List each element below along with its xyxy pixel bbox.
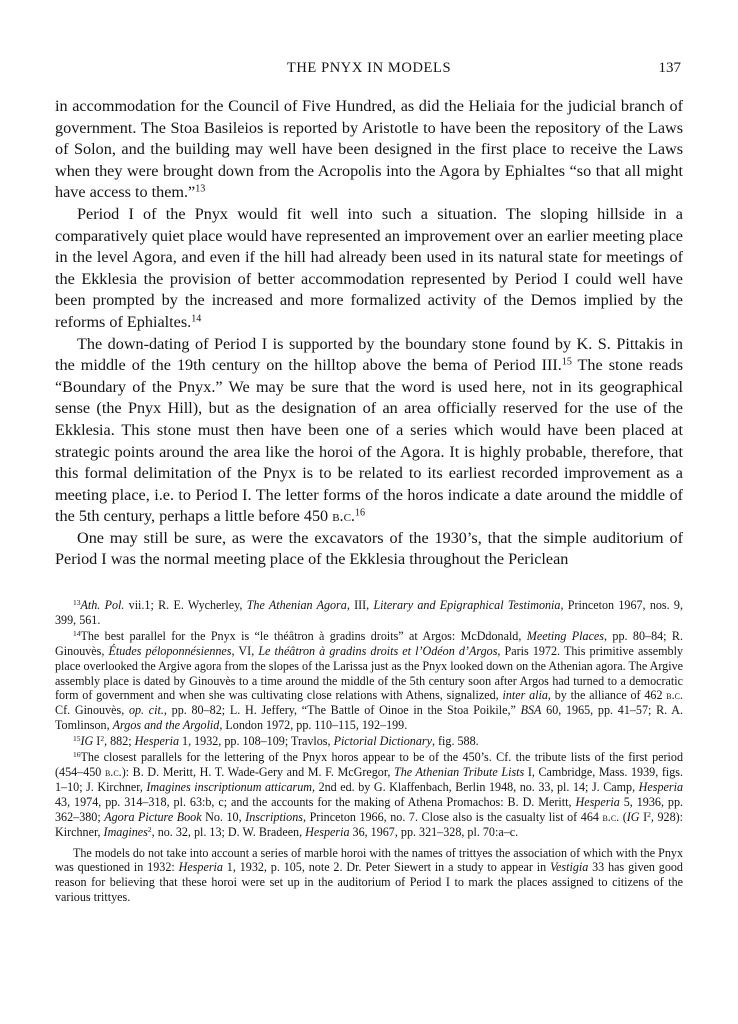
- era-abbrev: b.c.: [666, 688, 683, 703]
- footnote-text: , Princeton 1967, nos. 9, 399, 561.: [55, 598, 683, 627]
- footnote-text: , VI,: [231, 643, 259, 658]
- running-title: THE PNYX IN MODELS: [286, 60, 452, 76]
- footnote-text: No. 10,: [201, 809, 246, 824]
- citation-title: Meeting Places: [526, 628, 605, 643]
- citation-title: Imagines: [103, 824, 148, 839]
- superscript: 2: [147, 824, 152, 834]
- footnote-ref-13: 13: [195, 183, 206, 195]
- citation-title: Hesperia: [638, 779, 683, 794]
- citation-title: Hesperia: [575, 794, 620, 809]
- citation-title: Le théâtron à gradins droits et l’Odéon d’Argos: [258, 643, 498, 658]
- footnote-number: 14: [73, 628, 81, 638]
- footnote-text: , London 1972, pp. 110–115, 192–199.: [219, 718, 408, 733]
- citation-title: Ath. Pol.: [80, 598, 125, 612]
- footnote-text: , no. 32, pl. 13; D. W. Bradeen,: [151, 824, 306, 839]
- paragraph-3-text-b: The stone reads “Boundary of the Pnyx.” We may be sure that the word is used here, not in its geographical sense (the Pnyx Hill), but as the designation of an area officially reserved for the use of the Ekklesia. This stone must then have been one of a series which would have been placed at strategic points around the area like the horoi of the Agora. It is highly probable, therefore, that this formal delimitation of the Pnyx is to be related to its earliest recorded improvement as a meeting place, i.e. to Period I. The letter forms of the horos indicate a date around the middle of the 5th century, perhaps a little before 450: [55, 356, 683, 526]
- page-header: [55, 58, 683, 82]
- citation-title: Literary and Epigraphical Testimonia: [373, 598, 561, 612]
- footnote-unnumbered: [55, 846, 683, 906]
- footnote-text: I: [93, 734, 101, 749]
- footnote-text: (: [619, 809, 627, 824]
- footnote-text: 60, 1965, pp. 41–57; R. A. Tomlinson,: [55, 703, 683, 733]
- era-abbrev: b.c.: [602, 809, 620, 824]
- era-abbrev: b.c.: [332, 507, 355, 526]
- footnote-text: Cf. Ginouvès,: [55, 703, 129, 718]
- footnote-text: I, Cambridge, Mass. 1939, figs. 1–10; J. Kirchner,: [55, 764, 683, 794]
- footnote-text: , fig. 588.: [431, 734, 479, 749]
- footnote-text: 36, 1967, pp. 321–328, pl. 70:a–c.: [349, 824, 519, 839]
- citation-title: Études péloponnésiennes: [108, 643, 232, 658]
- citation-title: The Athenian Tribute Lists: [394, 764, 525, 779]
- paragraph-4-text: One may still be sure, as were the excavators of the 1930’s, that the simple auditorium of Period I was the normal meeting place of the Ekklesia throughout the Periclean: [55, 528, 683, 569]
- footnote-13: [55, 598, 683, 628]
- footnote-number: 15: [73, 734, 81, 744]
- footnote-text: 33 has given good reason for believing that these horoi were set up in the auditorium of Period I to mark the places assigned to citizens of the various trittyes.: [55, 860, 683, 905]
- superscript: 2: [100, 734, 105, 744]
- citation-title: op. cit.: [128, 703, 164, 718]
- footnote-text: The closest parallels for the lettering of the Pnyx horos appear to be of the 450’s. Cf. the tribute lists of the first period (454–450: [55, 750, 683, 779]
- footnote-ref-15: 15: [561, 356, 572, 368]
- footnote-text: I: [639, 809, 648, 824]
- superscript: 2: [647, 809, 651, 819]
- footnote-text: , pp. 80–84; R. Ginouvès,: [55, 628, 683, 658]
- citation-title: Argos and the Argolid: [112, 718, 220, 733]
- citation-title: Imagines inscriptionum atticarum: [146, 779, 313, 794]
- paragraph-3-text-a: The down-dating of Period I is supported by the boundary stone found by K. S. Pittakis in the middle of the 19th century on the hilltop above the bema of Period III.: [55, 334, 683, 375]
- page: [55, 58, 683, 571]
- paragraph-3: [55, 334, 683, 528]
- footnote-ref-16: 16: [354, 507, 365, 519]
- body-text: [55, 96, 683, 571]
- footnote-number: 16: [73, 749, 81, 759]
- footnote-16: [55, 750, 683, 839]
- citation-title: inter alia: [502, 688, 548, 703]
- footnote-text: , 882;: [104, 734, 135, 749]
- paragraph-2-text: Period I of the Pnyx would fit well into such a situation. The sloping hillside in a comparatively quiet place would have represented an improvement over an earlier meeting place in the level Agora, and even if the hill had already been used in its natural state for meetings of the Ekklesia the provision of better accommodation represented by Period I could well have been prompted by the increased and more formalized activity of the Demos implied by the reforms of Ephialtes.: [55, 204, 683, 331]
- paragraph-4: [55, 528, 683, 571]
- footnote-text: The best parallel for the Pnyx is “le théâtron à gradins droits” at Argos: McDdonald,: [80, 628, 527, 643]
- footnote-text: 1, 1932, p. 105, note 2. Dr. Peter Siewert in a study to appear in: [222, 860, 550, 875]
- footnote-text: , 928): Kirchner,: [55, 809, 683, 839]
- footnote-text: , pp. 80–82; L. H. Jeffery, “The Battle of Oinoe in the Stoa Poikile,”: [163, 703, 521, 718]
- footnote-text: 1, 1932, pp. 108–109; Travlos,: [179, 734, 334, 749]
- paragraph-1-text: in accommodation for the Council of Five Hundred, as did the Heliaia for the judicial branch of government. The Stoa Basileios is reported by Aristotle to have been the repository of the Laws of Solon, and the building may well have been designed in the first place to receive the Laws when they were brought down from the Acropolis into the Agora by Ephialtes “so that all might have access to them.”: [55, 97, 683, 202]
- citation-title: Pictorial Dictionary: [333, 734, 432, 749]
- citation-title: Agora Picture Book: [104, 809, 202, 824]
- footnote-text: , 2nd ed. by G. Klaffenbach, Berlin 1948, no. 33, pl. 14; J. Camp,: [312, 779, 639, 794]
- footnote-text: , by the alliance of 462: [547, 688, 667, 703]
- footnote-text: , Paris 1972. This primitive assembly place overlooked the Argive agora from the slopes of the Larissa just as the Pnyx looked down on the Athenian agora. The Argive assembly place is dated by Ginouvès to a time around the middle of the 5th century soon after Argos had turned to a democratic form of government and when she was cultivating close relations with Athens, signalized,: [55, 643, 684, 703]
- citation-title: Hesperia: [305, 824, 350, 839]
- citation-title: Vestigia: [549, 860, 589, 875]
- citation-title: Hesperia: [134, 734, 179, 749]
- era-abbrev: b.c.: [104, 764, 122, 779]
- paragraph-2: [55, 204, 683, 334]
- footnote-15: [55, 734, 683, 749]
- footnote-text: ): B. D. Meritt, H. T. Wade-Gery and M. F. McGregor,: [121, 764, 395, 779]
- citation-title: IG: [626, 809, 640, 824]
- citation-title: BSA: [520, 703, 542, 718]
- footnote-text: The models do not take into account a series of marble horoi with the names of trittyes the association of which with the Pnyx was questioned in 1932:: [55, 845, 683, 875]
- footnotes: [55, 598, 683, 905]
- citation-title: IG: [80, 734, 94, 749]
- paragraph-1: [55, 96, 683, 204]
- footnote-14: [55, 629, 683, 733]
- footnote-text: 5, 1936, pp. 362–380;: [55, 794, 684, 824]
- citation-title: Inscriptions: [245, 809, 303, 824]
- citation-title: The Athenian Agora: [246, 598, 347, 612]
- page-number: 137: [658, 60, 681, 76]
- footnote-ref-14: 14: [191, 313, 202, 325]
- footnote-text: 43, 1974, pp. 314–318, pl. 63:b, c; and the accounts for the making of Athena Promachos: B. D. Meritt,: [55, 794, 576, 809]
- footnote-text: , III,: [346, 598, 374, 612]
- citation-title: Hesperia: [178, 860, 223, 875]
- footnote-text: , Princeton 1966, no. 7. Close also is the casualty list of 464: [302, 809, 603, 824]
- footnote-text: vii.1; R. E. Wycherley,: [124, 598, 247, 612]
- footnote-number: 13: [73, 597, 81, 607]
